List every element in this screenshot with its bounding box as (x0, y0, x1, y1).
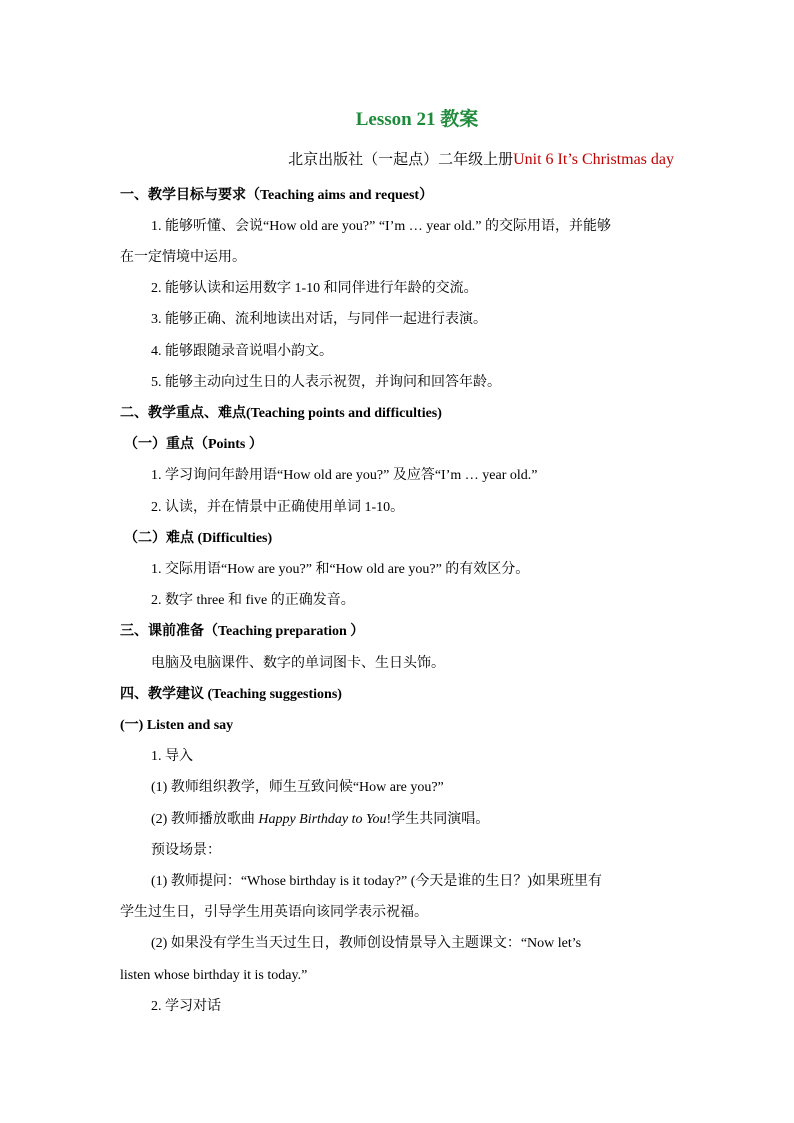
publisher-text: 北京出版社（一起点）二年级上册 (288, 152, 514, 168)
aim-item-3: 3. 能够正确、流利地读出对话，与同伴一起进行表演。 (151, 312, 487, 327)
aim-item-1: 1. 能够听懂、会说“How old are you?” “I’m … year old.” 的交际用语，并能够 (151, 219, 611, 234)
difficulty-item-2: 2. 数字 three 和 five 的正确发音。 (151, 593, 355, 608)
doc-type: 教案 (440, 109, 479, 130)
step-2-dialogue: 2. 学习对话 (151, 999, 221, 1014)
intro-para-2-text-a: (2) 教师播放歌曲 (151, 812, 259, 827)
scene-label: 预设场景： (151, 843, 221, 858)
page-title (0, 104, 794, 131)
section-3-heading: 三、课前准备（Teaching preparation ） (120, 624, 365, 639)
intro-para-2-text-b: !学生共同演唱。 (386, 812, 490, 827)
point-item-2: 2. 认读，并在情景中正确使用单词 1-10。 (151, 500, 405, 515)
aim-item-5: 5. 能够主动向过生日的人表示祝贺，并询问和回答年龄。 (151, 375, 501, 390)
step-1-intro: 1. 导入 (151, 749, 193, 764)
difficulty-item-1: 1. 交际用语“How are you?” 和“How old are you?” 的有效区分。 (151, 562, 530, 577)
points-heading: （一）重点（Points ） (124, 437, 263, 452)
aim-item-4: 4. 能够跟随录音说唱小韵文。 (151, 344, 333, 359)
unit-title: Unit 6 It’s Christmas day (513, 151, 674, 168)
aim-item-2: 2. 能够认读和运用数字 1-10 和同伴进行年龄的交流。 (151, 281, 478, 296)
point-item-1: 1. 学习询问年龄用语“How old are you?” 及应答“I’m … year old.” (151, 468, 538, 483)
lesson-number: Lesson 21 (355, 109, 436, 130)
scene-para-1-cont: 学生过生日，引导学生用英语向该同学表示祝福。 (120, 905, 428, 920)
subtitle (288, 148, 674, 169)
scene-para-2: (2) 如果没有学生当天过生日，教师创设情景导入主题课文：“Now let’s (151, 936, 582, 951)
intro-para-1: (1) 教师组织教学，师生互致问候“How are you?” (151, 780, 444, 795)
section-1-heading: 一、教学目标与要求（Teaching aims and request） (120, 188, 434, 203)
preparation-text: 电脑及电脑课件、数字的单词图卡、生日头饰。 (151, 656, 445, 671)
difficulties-heading: （二）难点 (Difficulties) (124, 531, 273, 546)
intro-para-2 (151, 809, 711, 831)
scene-para-1: (1) 教师提问：“Whose birthday is it today?” (今天是谁的生日？)如果班里有 (151, 874, 603, 889)
scene-para-2-cont: listen whose birthday it is today.” (120, 968, 308, 983)
section-2-heading: 二、教学重点、难点(Teaching points and difficulties) (120, 406, 442, 421)
aim-item-1-cont: 在一定情境中运用。 (120, 250, 246, 265)
song-title: Happy Birthday to You (258, 812, 387, 827)
listen-and-say-heading: (一) Listen and say (120, 718, 234, 733)
section-4-heading: 四、教学建议 (Teaching suggestions) (120, 687, 342, 702)
